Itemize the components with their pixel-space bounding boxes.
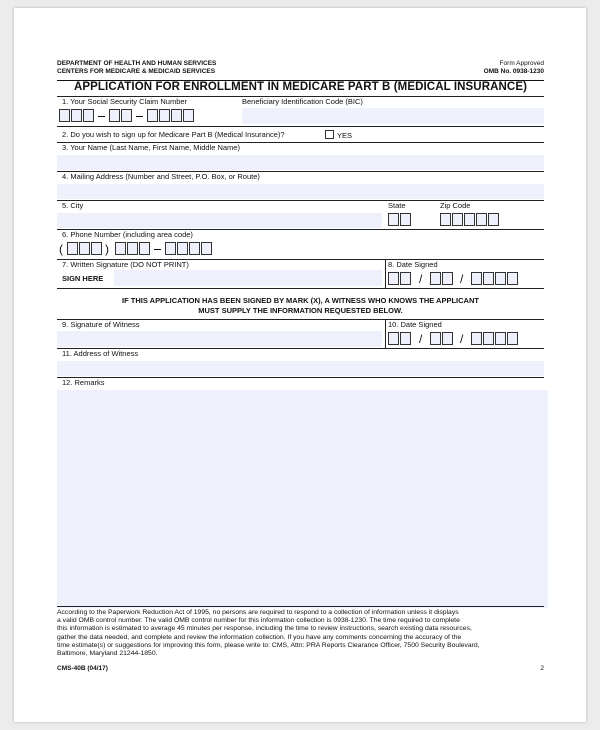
ssn-digit-box[interactable] [147,109,158,122]
zip-box[interactable] [440,213,451,226]
divider [57,377,544,378]
witness-date-label: 10. Date Signed [388,320,442,329]
slash: / [419,272,423,286]
city-label: 5. City [62,201,84,210]
day-box[interactable] [442,332,453,345]
open-paren: ( [59,242,63,256]
divider [57,606,544,607]
month-box[interactable] [400,332,411,345]
month-box[interactable] [400,272,411,285]
date-signed-label: 8. Date Signed [388,260,438,269]
phone-digit-box[interactable] [189,242,200,255]
year-box[interactable] [483,272,494,285]
ssn-digit-box[interactable] [71,109,82,122]
paperwork-line: a valid OMB control number. The valid OMB control number for this information collection is 0938-1230. The time required to complete [57,617,460,625]
slash: / [460,272,464,286]
divider [385,259,386,288]
phone-digit-box[interactable] [115,242,126,255]
ssn-digit-box[interactable] [121,109,132,122]
phone-digit-box[interactable] [67,242,78,255]
dash [154,249,161,250]
witness-notice-line-2: MUST SUPPLY THE INFORMATION REQUESTED BELOW. [198,306,403,315]
paperwork-line: time estimate(s) or suggestions for improving this form, please write to: CMS, Attn: PRA Reports Clearance Officer, 7500 Security Boulevard, [57,641,480,649]
signature-label: 7. Written Signature (DO NOT PRINT) [62,260,189,269]
signature-input[interactable] [114,270,382,286]
ssn-digit-box[interactable] [83,109,94,122]
state-label: State [388,201,406,210]
address-label: 4. Mailing Address (Number and Street, P.O. Box, or Route) [62,172,260,181]
year-box[interactable] [495,272,506,285]
paperwork-line: According to the Paperwork Reduction Act of 1995, no persons are required to respond to a collection of information unless it displays [57,609,459,616]
phone-digit-box[interactable] [79,242,90,255]
address-input[interactable] [57,184,544,199]
yes-checkbox[interactable] [325,130,334,139]
name-input[interactable] [57,155,544,170]
zip-label: Zip Code [440,201,471,210]
form-page [14,8,586,722]
phone-digit-box[interactable] [139,242,150,255]
paperwork-line: this information is estimated to average 45 minutes per response, including the time to review instructions, search existing data resources, [57,625,472,633]
year-box[interactable] [483,332,494,345]
ssn-digit-box[interactable] [59,109,70,122]
divider [57,126,544,127]
form-code: CMS-40B (04/17) [57,665,108,672]
signup-label: 2. Do you wish to sign up for Medicare Part B (Medical Insurance)? [62,130,285,139]
state-box[interactable] [388,213,399,226]
page-number: 2 [540,665,544,672]
witness-signature-label: 9. Signature of Witness [62,320,140,329]
day-box[interactable] [430,272,441,285]
city-input[interactable] [57,213,382,228]
bic-label: Beneficiary Identification Code (BIC) [242,97,363,106]
year-box[interactable] [471,272,482,285]
phone-digit-box[interactable] [201,242,212,255]
ssn-label: 1. Your Social Security Claim Number [62,97,188,106]
sign-here: SIGN HERE [62,274,104,283]
slash: / [460,332,464,346]
witness-address-input[interactable] [57,361,544,376]
phone-digit-box[interactable] [91,242,102,255]
phone-digit-box[interactable] [165,242,176,255]
year-box[interactable] [495,332,506,345]
month-box[interactable] [388,272,399,285]
bic-input[interactable] [242,108,544,124]
phone-digit-box[interactable] [127,242,138,255]
divider [385,319,386,348]
close-paren: ) [105,242,109,256]
day-box[interactable] [430,332,441,345]
paperwork-line: gather the data needed, and complete and review the information collection. If you have any comments concerning the accuracy of the [57,633,462,641]
month-box[interactable] [388,332,399,345]
name-label: 3. Your Name (Last Name, First Name, Middle Name) [62,143,240,152]
witness-notice-line-1: IF THIS APPLICATION HAS BEEN SIGNED BY MARK (X), A WITNESS WHO KNOWS THE APPLICANT [122,296,479,305]
ssn-digit-box[interactable] [183,109,194,122]
ssn-digit-box[interactable] [109,109,120,122]
ssn-digit-box[interactable] [171,109,182,122]
phone-label: 6. Phone Number (including area code) [62,230,193,239]
form-approved: Form Approved [499,60,544,67]
divider [57,200,544,201]
year-box[interactable] [507,272,518,285]
year-box[interactable] [507,332,518,345]
paperwork-notice [57,609,547,658]
yes-label: YES [337,131,353,140]
phone-digit-box[interactable] [177,242,188,255]
witness-address-label: 11. Address of Witness [62,349,139,358]
remarks-textarea[interactable] [57,390,548,608]
zip-box[interactable] [464,213,475,226]
paperwork-line: Baltimore, Maryland 21244-1850. [57,650,158,658]
ssn-digit-box[interactable] [159,109,170,122]
slash: / [419,332,423,346]
dept-line-1: DEPARTMENT OF HEALTH AND HUMAN SERVICES [57,60,217,67]
witness-signature-input[interactable] [57,331,382,347]
zip-box[interactable] [488,213,499,226]
dash [98,116,105,117]
zip-box[interactable] [476,213,487,226]
divider [57,288,544,289]
state-box[interactable] [400,213,411,226]
remarks-label: 12. Remarks [62,378,105,387]
omb-number: OMB No. 0938-1230 [483,68,544,75]
year-box[interactable] [471,332,482,345]
form-title: APPLICATION FOR ENROLLMENT IN MEDICARE PART B (MEDICAL INSURANCE) [73,81,528,93]
day-box[interactable] [442,272,453,285]
dash [136,116,143,117]
zip-box[interactable] [452,213,463,226]
dept-line-2: CENTERS FOR MEDICARE & MEDICAID SERVICES [57,68,216,75]
